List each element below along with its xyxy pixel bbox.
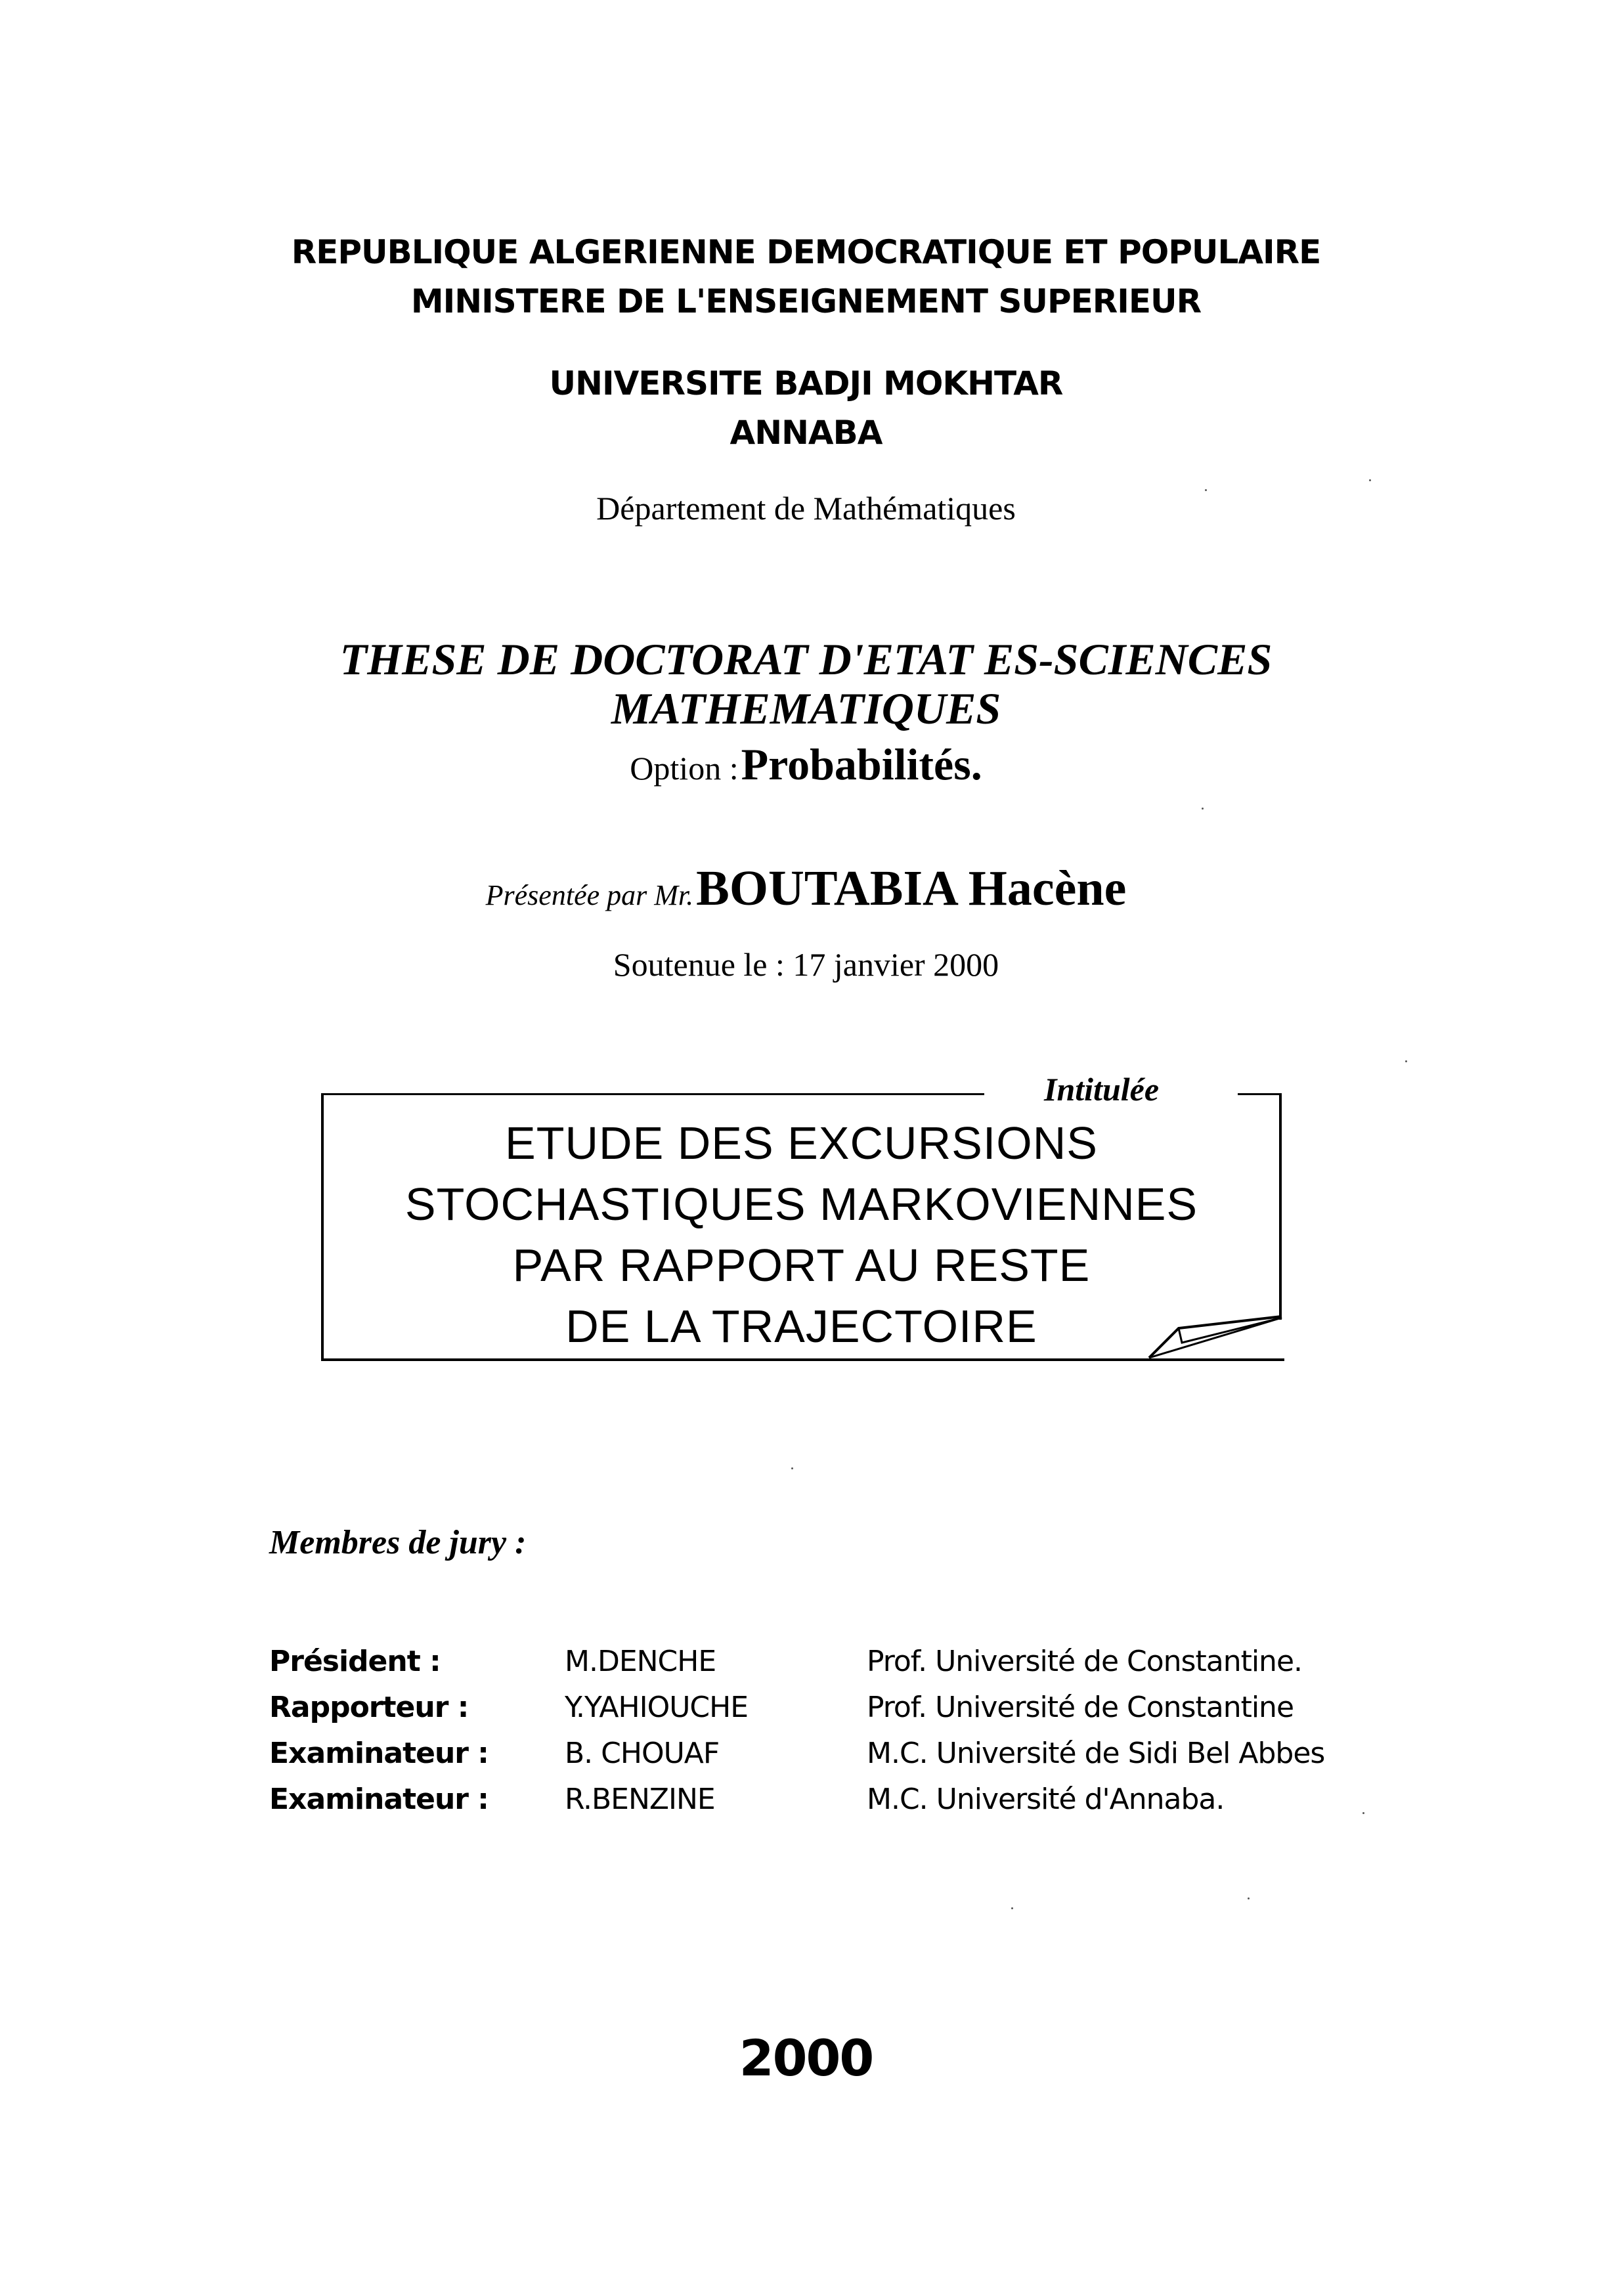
presented-line [0, 860, 1612, 917]
jury-row [0, 1645, 1612, 1685]
jury-role: Examinateur : [269, 1737, 489, 1770]
scan-speck [1248, 1897, 1250, 1899]
jury-role: Rapporteur : [269, 1691, 469, 1724]
year: 2000 [739, 2029, 873, 2087]
author-name: BOUTABIA Hacène [696, 861, 1127, 916]
department: Département de Mathématiques [596, 490, 1016, 527]
option-value: Probabilités. [741, 739, 982, 789]
scan-speck [791, 1467, 793, 1469]
jury-row [0, 1783, 1612, 1823]
presented-label: Présentée par Mr. [485, 879, 694, 911]
jury-role: Examinateur : [269, 1783, 489, 1816]
jury-heading: Membres de jury : [269, 1524, 527, 1561]
scan-speck [1205, 489, 1207, 491]
jury-role: Président : [269, 1645, 441, 1678]
header-city: ANNABA [730, 414, 882, 452]
scan-speck [1202, 808, 1204, 810]
defense-date: Soutenue le : 17 janvier 2000 [613, 946, 999, 983]
jury-affiliation: Prof. Université de Constantine [867, 1691, 1294, 1724]
scan-speck [1362, 1812, 1364, 1814]
option-label: Option : [630, 750, 739, 787]
jury-row [0, 1691, 1612, 1731]
title-line: DE LA TRAJECTOIRE [565, 1301, 1037, 1352]
scan-speck [1369, 479, 1371, 481]
title-line: PAR RAPPORT AU RESTE [512, 1240, 1091, 1291]
jury-name: B. CHOUAF [565, 1737, 720, 1770]
header-republic: REPUBLIQUE ALGERIENNE DEMOCRATIQUE ET POPULAIRE [291, 233, 1321, 271]
header-university: UNIVERSITE BADJI MOKHTAR [549, 364, 1063, 402]
jury-affiliation: Prof. Université de Constantine. [867, 1645, 1302, 1678]
folded-corner-icon [1143, 1310, 1287, 1366]
thesis-type-line2: MATHEMATIQUES [611, 683, 1001, 733]
scan-speck [1011, 1907, 1013, 1909]
header-ministry: MINISTERE DE L'ENSEIGNEMENT SUPERIEUR [410, 282, 1202, 320]
jury-affiliation: M.C. Université d'Annaba. [867, 1783, 1225, 1816]
option-line [0, 739, 1612, 791]
title-label: Intitulée [1044, 1071, 1160, 1108]
jury-affiliation: M.C. Université de Sidi Bel Abbes [867, 1737, 1325, 1770]
jury-name: Y.YAHIOUCHE [565, 1691, 749, 1724]
title-line: ETUDE DES EXCURSIONS [505, 1117, 1098, 1169]
jury-name: R.BENZINE [565, 1783, 715, 1816]
jury-name: M.DENCHE [565, 1645, 716, 1678]
title-line: STOCHASTIQUES MARKOVIENNES [404, 1179, 1198, 1230]
title-text [324, 1113, 1279, 1357]
jury-row [0, 1737, 1612, 1777]
thesis-type-line1: THESE DE DOCTORAT D'ETAT ES-SCIENCES [339, 634, 1273, 684]
scan-speck [1405, 1060, 1407, 1062]
